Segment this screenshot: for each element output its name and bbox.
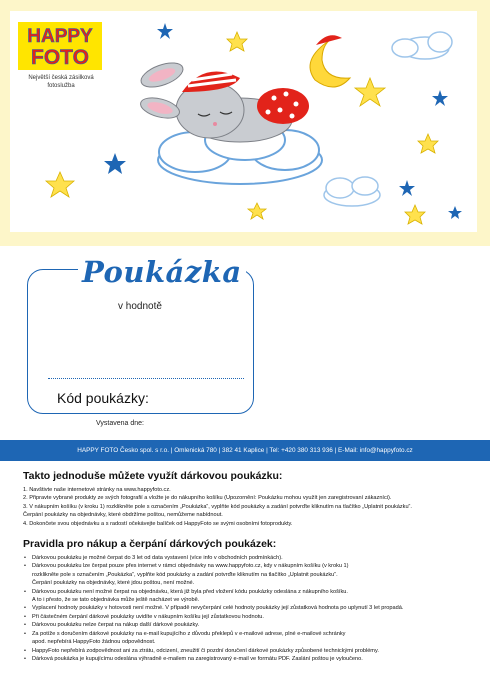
bullet-icon: •	[24, 647, 26, 654]
how-to-steps	[23, 486, 475, 528]
rule-text: Vyplacení hodnoty poukázky v hotovosti není možné. V případě nevyčerpání celé hodnoty poukázky její zůstatková hodnota po uplynutí 3 let propadá.	[32, 605, 404, 612]
company-contact-bar: HAPPY FOTO Česko spol. s r.o. | Omlenická 780 | 382 41 Kaplice | Tel: +420 380 313 936 | E-Mail: info@happyfoto.cz	[0, 440, 490, 461]
rule-text: A to i přesto, že se tato objednávka může ještě nacházet ve výrobě.	[32, 597, 200, 604]
bullet-icon: •	[24, 622, 26, 629]
rule-text: rozklikněte pole s označením „Poukázka“, vyplňte kód poukázky a zadání potvrďte kliknutím na tlačítko „Uplatnit poukázku“.	[32, 571, 338, 578]
bullet-icon: •	[24, 605, 26, 612]
rules-list	[23, 554, 475, 663]
rule-item	[23, 647, 475, 655]
rule-text: Dárkovou poukázku není možné čerpat na objednávku, která již byla před vložení kódu poukázky odeslána z nákupního košíku.	[32, 588, 348, 595]
bullet-icon: •	[24, 613, 26, 620]
rule-item	[23, 554, 475, 562]
rule-text: Dárkovou poukázku lze čerpat pouze přes internet v rámci objednávky na www.happyfoto.cz, kdy v nákupním košíku (v kroku 1)	[32, 563, 349, 570]
bullet-icon: •	[24, 655, 26, 662]
rules-heading: Pravidla pro nákup a čerpání dárkových poukázek:	[23, 538, 277, 551]
logo-line-foto: FOTO	[31, 46, 89, 69]
rule-item	[23, 655, 475, 663]
rule-item	[23, 579, 475, 587]
value-dotted-line	[48, 378, 244, 379]
how-to-step: 4. Dokončete svou objednávku a s radostí očekávejte balíček od HappyFoto se svými osobními fotoprodukty.	[23, 520, 293, 527]
rule-item	[23, 588, 475, 596]
logo-line-happy: HAPPY	[27, 26, 93, 47]
rule-text: Dárkovou poukázku nelze čerpat na nákup další dárkové poukázky.	[32, 622, 200, 629]
rule-text: Za potíže s doručením dárkové poukázky na e-mail kupujícího z důvodu překlepů v e-mailové adrese, plné e-mailové schránky	[32, 630, 346, 637]
rule-item	[23, 621, 475, 629]
bullet-icon: •	[24, 630, 26, 637]
how-to-step: 1. Navštivte naše internetové stránky na www.happyfoto.cz.	[23, 487, 171, 493]
how-to-step: Čerpání poukázky na objednávky, které obdržíme poštou, nemůžeme nabídnout.	[23, 512, 223, 519]
bullet-icon: •	[24, 563, 26, 570]
rule-item	[23, 571, 475, 579]
rule-text: Dárková poukázka je kupujícímu odeslána výhradně e-mailem na zaregistrovaný e-mail ve formátu PDF. Zaslání poštou je vyloučeno.	[32, 655, 363, 662]
rule-item	[23, 638, 475, 646]
rule-item	[23, 604, 475, 612]
brand-tagline: Největší česká zásilková fotoslužba	[28, 75, 94, 89]
rule-item	[23, 613, 475, 621]
how-to-step: 3. V nákupním košíku (v kroku 1) rozklikněte pole s označením „Poukázka“, vyplňte kód poukázky a zadání potvrďte kliknutím na tlačítko „Uplatnit poukázku“.	[23, 503, 412, 510]
issued-date-label: Vystavena dne:	[96, 420, 144, 427]
happyfoto-logo	[18, 22, 102, 70]
bullet-icon: •	[24, 588, 26, 595]
rule-text: HappyFoto nepřebírá zodpovědnost ani za ztrátu, odcizení, zneužití či pozdní doručení dárkové poukázky způsobené technickými problémy.	[32, 647, 379, 654]
how-to-heading: Takto jednoduše můžete využít dárkovou poukázku:	[23, 470, 283, 482]
how-to-step: 2. Připravte vybrané produkty ze svých fotografií a vložte je do nákupního košíku (Upozornění: Poukázku mohou využít jen zaregistrovaní zákazníci).	[23, 495, 392, 502]
rule-text: Při částečném čerpání dárkové poukázky uvidíte v nákupním košíku její zůstatkovou hodnotu.	[32, 613, 264, 620]
rule-text: Dárkovou poukázku je možné čerpat do 3 let od data vystavení (více info v obchodních podmínkách).	[32, 555, 283, 562]
instructions-section	[23, 470, 475, 663]
voucher-value-label: v hodnotě	[118, 301, 162, 312]
rule-item	[23, 562, 475, 570]
voucher-code-label: Kód poukázky:	[57, 390, 149, 406]
voucher-title: Poukázka	[78, 255, 246, 289]
bullet-icon: •	[24, 555, 26, 562]
rule-item	[23, 596, 475, 604]
rule-text: apod. nepřebírá HappyFoto žádnou odpovědnost.	[32, 639, 156, 646]
rule-text: Čerpání poukázky na objednávky, které jdou poštou, není možné.	[32, 580, 195, 587]
rule-item	[23, 630, 475, 638]
